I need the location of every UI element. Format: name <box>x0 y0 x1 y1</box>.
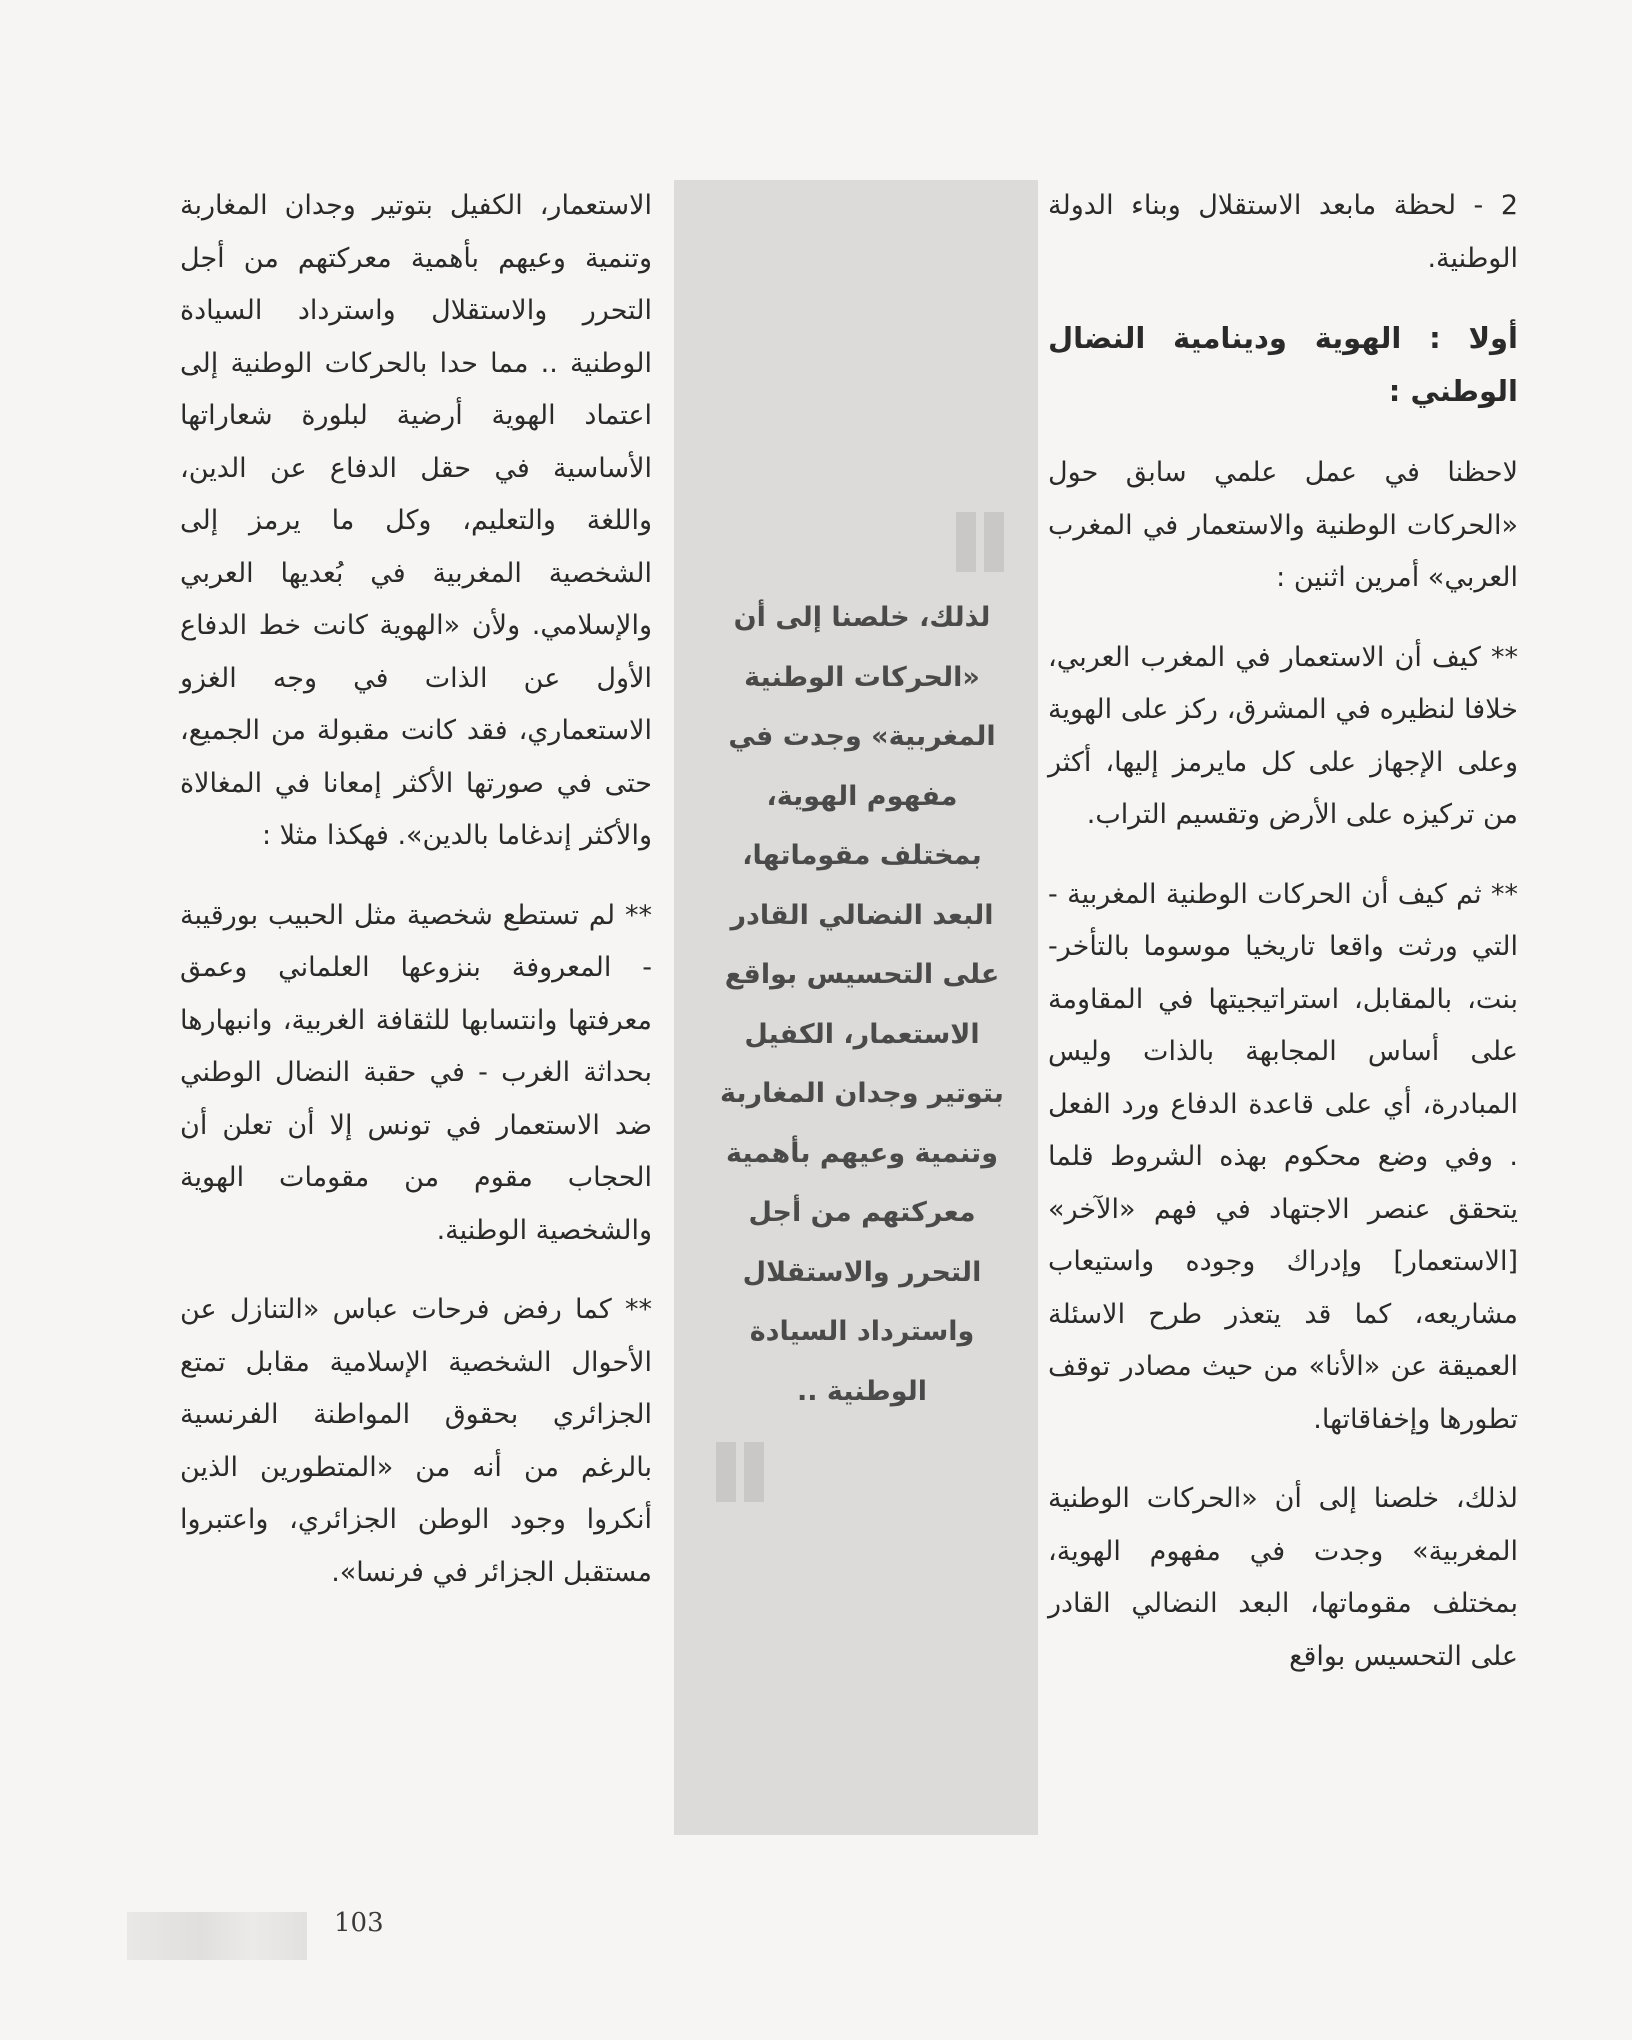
paragraph: ** ثم كيف أن الحركات الوطنية المغربية - التي ورثت واقعا تاريخيا موسوما بالتأخر- بنت، بالمقابل، استراتيجيتها في المقاومة على أساس المجابهة بالذات وليس المبادرة، أي على قاعدة الدفاع ورد الفعل . وفي وضع محكوم بهذه الشروط قلما يتحقق عنصر الاجتهاد في فهم «الآخر» [الاستعمار] وإدراك وجوده واستيعاب مشاريعه، كما قد يتعذر طرح الاسئلة العميقة عن «الأنا» من حيث مصادر توقف تطورها وإخفاقاتها. <box>1048 878 1518 1435</box>
paragraph: ** كما رفض فرحات عباس «التنازل عن الأحوال الشخصية الإسلامية مقابل تمتع الجزائري بحقوق المواطنة الفرنسية بالرغم من أنه من «المتطورين الذين أنكروا وجود الوطن الجزائري، واعتبروا مستقبل الجزائر في فرنسا». <box>180 1294 652 1588</box>
folio-decoration <box>127 1912 307 1960</box>
section-heading: أولا : الهوية ودينامية النضال الوطني : <box>1048 321 1518 408</box>
paragraph: 2 - لحظة مابعد الاستقلال وبناء الدولة الوطنية. <box>1048 190 1518 274</box>
quote-close-icon <box>716 1442 764 1502</box>
pull-quote-text: لذلك، خلصنا إلى أن «الحركات الوطنية المغربية» وجدت في مفهوم الهوية، بمختلف مقوماتها، البعد النضالي القادر على التحسيس بواقع الاستعمار، الكفيل بتوتير وجدان المغاربة وتنمية وعيهم بأهمية معركتهم من أجل التحرر والاستقلال واسترداد السيادة الوطنية .. <box>720 602 1004 1407</box>
paragraph: ** كيف أن الاستعمار في المغرب العربي، خلافا لنظيره في المشرق، ركز على الهوية وعلى الإجهاز على كل مايرمز إليها، أكثر من تركيزه على الأرض وتقسيم التراب. <box>1048 641 1518 830</box>
paragraph: الاستعمار، الكفيل بتوتير وجدان المغاربة وتنمية وعيهم بأهمية معركتهم من أجل التحرر والاستقلال واسترداد السيادة الوطنية .. مما حدا بالحركات الوطنية إلى اعتماد الهوية أرضية لبلورة شعاراتها الأساسية في حقل الدفاع عن الدين، واللغة والتعليم، وكل ما يرمز إلى الشخصية المغربية في بُعديها العربي والإسلامي. ولأن «الهوية كانت خط الدفاع الأول عن الذات في وجه الغزو الاستعماري، فقد كانت مقبولة من الجميع، حتى في صورتها الأكثر إمعانا في المغالاة والأكثر إندغاما بالدين». فهكذا مثلا : <box>180 190 652 851</box>
paragraph: ** لم تستطع شخصية مثل الحبيب بورقيبة - المعروفة بنزوعها العلماني وعمق معرفتها وانتسابها للثقافة الغربية، وانبهارها بحداثة الغرب - في حقبة النضال الوطني ضد الاستعمار في تونس إلا أن تعلن أن الحجاب مقوم من مقومات الهوية والشخصية الوطنية. <box>180 899 652 1246</box>
paragraph: لذلك، خلصنا إلى أن «الحركات الوطنية المغربية» وجدت في مفهوم الهوية، بمختلف مقوماتها، البعد النضالي القادر على التحسيس بواقع <box>1048 1483 1518 1672</box>
paragraph: لاحظنا في عمل علمي سابق حول «الحركات الوطنية والاستعمار في المغرب العربي» أمرين اثنين : <box>1048 457 1518 593</box>
left-text-column <box>180 180 652 1626</box>
page-number: 103 <box>334 1908 384 1938</box>
quote-open-icon <box>956 512 1004 572</box>
right-text-column <box>1048 180 1518 1710</box>
